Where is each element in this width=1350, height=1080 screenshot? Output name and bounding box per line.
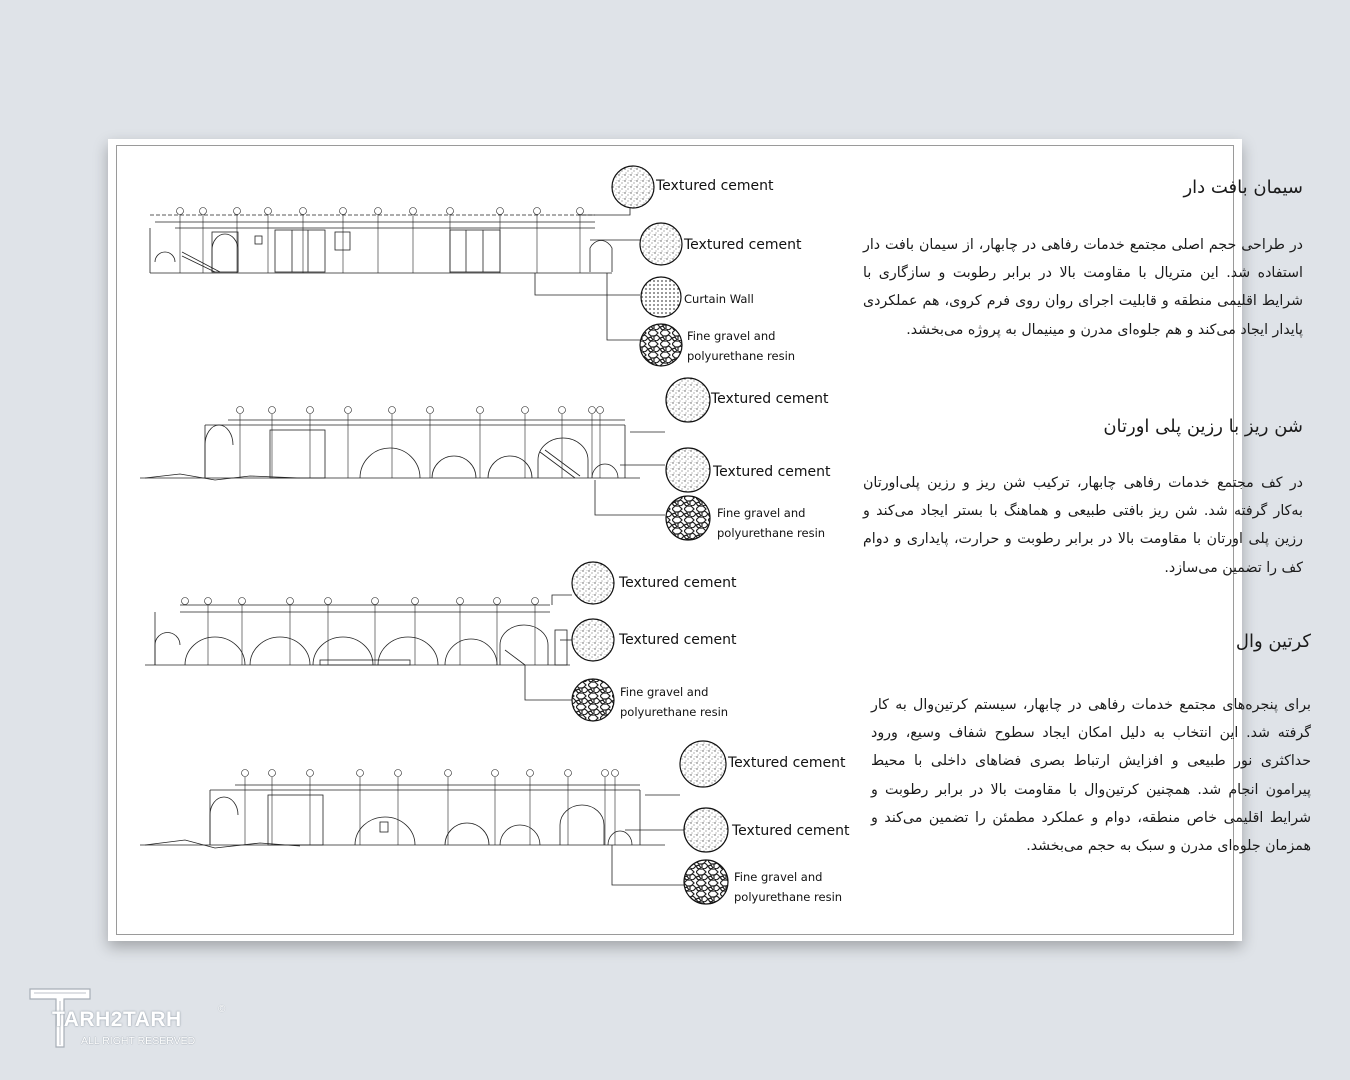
swatch-gravel-1 [640,324,682,366]
section-title-textured-cement: سیمان بافت دار [1183,177,1303,198]
swatch-gravel-4 [684,860,728,904]
label-textured-cement: Textured cement [619,632,737,648]
swatch-textured-cement-5 [572,562,614,604]
label-textured-cement: Textured cement [711,391,829,407]
label-textured-cement: Textured cement [619,575,737,591]
swatch-textured-cement-1 [612,166,654,208]
label-curtain-wall: Curtain Wall [684,292,754,306]
label-fine-gravel: Fine gravel and polyurethane resin [734,870,843,904]
label-textured-cement: Textured cement [684,237,802,253]
swatch-curtain-wall [641,277,681,317]
logo-name: TARH2TARH [52,1008,182,1031]
swatch-textured-cement-8 [684,808,728,852]
swatch-textured-cement-7 [680,741,726,787]
swatch-textured-cement-4 [666,448,710,492]
elevation-2 [140,407,665,516]
section-title-gravel-resin: شن ریز با رزین پلی اورتان [1103,416,1303,437]
swatch-gravel-2 [666,496,710,540]
label-fine-gravel: Fine gravel and polyurethane resin [717,506,826,540]
elevation-4 [140,770,685,886]
label-textured-cement: Textured cement [713,464,831,480]
swatch-gravel-3 [572,679,614,721]
section-body-curtain-wall: برای پنجره‌های مجتمع خدمات رفاهی در چابهار، سیستم کرتین‌وال به کار گرفته شد. این انتخاب به دلیل امکان ایجاد سطوح شفاف وسیع، ورود حداکثری نور طبیعی و افزایش ارتباط بصری فضاهای داخلی با محیط پیرامون انجام شد. همچنین کرتین‌وال با مقاومت بالا در برابر رطوبت و شرایط اقلیمی خاص منطقه، دوام و عملکرد مطمئن را تضمین می‌کند و همزمان جلوه‌ای مدرن و سبک به حجم می‌بخشد. [871,697,1311,855]
elevation-3 [145,595,572,700]
label-textured-cement: Textured cement [656,178,774,194]
label-textured-cement: Textured cement [732,823,850,839]
logo-copyright: © [218,1004,226,1015]
section-body-textured-cement: در طراحی حجم اصلی مجتمع خدمات رفاهی در چابهار، از سیمان بافت دار استفاده شد. این متریال با مقاومت بالا در برابر رطوبت و سازگاری با شرایط اقلیمی منطقه و قابلیت اجرای روان روی فرم کروی، هم عملکردی پایدار ایجاد می‌کند و هم جلوه‌ای مدرن و مینیمال به پروژه می‌بخشد. [863,237,1303,338]
logo-tagline: ALL RIGHT RESERVED [81,1035,196,1047]
swatch-textured-cement-6 [572,619,614,661]
swatch-textured-cement-2 [640,223,682,265]
label-fine-gravel: Fine gravel and polyurethane resin [620,685,729,719]
label-textured-cement: Textured cement [728,755,846,771]
label-fine-gravel: Fine gravel and polyurethane resin [687,329,796,363]
elevation-1 [150,205,640,340]
section-body-gravel-resin: در کف مجتمع خدمات رفاهی چابهار، ترکیب شن ریز و رزین پلی‌اورتان به‌کار گرفته شد. شن ریز بافتی طبیعی و هماهنگ با بستر ایجاد می‌کند و رزین پلی اورتان با مقاومت بالا در برابر رطوبت و حرارت، پایداری و دوام کف را تضمین می‌سازد. [863,475,1303,576]
section-title-curtain-wall: کرتین وال [1235,631,1311,652]
swatch-textured-cement-3 [666,378,710,422]
material-swatches [572,166,728,904]
